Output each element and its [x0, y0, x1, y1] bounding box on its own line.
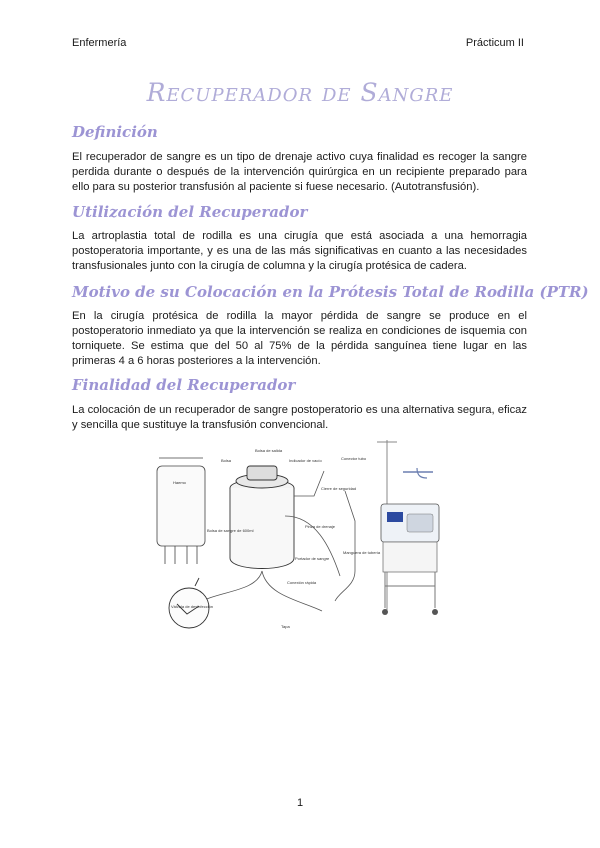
iv-pole-pump	[377, 440, 439, 615]
header-left: Enfermería	[72, 37, 127, 49]
label-bolsa: Bolsa	[221, 458, 232, 463]
label-cierre: Cierre de seguridad	[321, 486, 357, 491]
label-conector: Conector tubo	[341, 456, 367, 461]
blood-recovery-diagram	[155, 436, 450, 632]
blood-recovery-figure	[155, 436, 450, 632]
page-title: Recuperador de Sangre	[146, 78, 454, 107]
section-heading-definicion: Definición	[72, 123, 158, 141]
label-manguera: Manguera de tubería	[343, 550, 381, 555]
label-bolsa-sangre: Bolsa de sangre de 600ml	[207, 528, 254, 533]
section-heading-finalidad: Finalidad del Recuperador	[72, 376, 296, 394]
label-pinza: Pinza de drenaje	[305, 524, 336, 529]
detail-magnifier	[169, 578, 209, 628]
label-portador: Portador de sangre	[295, 556, 330, 561]
label-valvula: Válvula de desinfección	[171, 604, 214, 609]
header-right: Prácticum II	[465, 37, 524, 49]
label-tapa: Tapa	[281, 624, 290, 629]
section-heading-motivo: Motivo de su Colocación en la Prótesis Total de Rodilla (PTR)	[72, 283, 589, 301]
label-conexion: Conexión rápida	[287, 580, 317, 585]
label-bolsa-salida: Bolsa de salida	[255, 448, 283, 453]
label-indicador-vacio: Indicador de vacío	[289, 458, 322, 463]
section-body-motivo: En la cirugía protésica de rodilla la mayor pérdida de sangre se produce en el postoperatorio inmediato ya que la intervención se realiza en condiciones de isquemia con torniquete. Se estima que del 50 al 75% de la pérdida sanguínea tiene lugar en las primeras 4 a 6 horas posteriores a la intervención.	[72, 310, 527, 367]
bag-brand-label: Haemo	[173, 480, 186, 485]
section-body-finalidad: La colocación de un recuperador de sangre postoperatorio es una alternativa segura, eficaz y sencilla que sustituye la transfusión convencional.	[72, 404, 527, 431]
collection-bag	[157, 458, 205, 564]
section-body-utilizacion: La artroplastia total de rodilla es una cirugía que está asociada a una hemorragia postoperatoria importante, y es una de las más significativas en cuanto a las necesidades transfusionales junto con la cirugía de columna y la cirugía protésica de cadera.	[72, 230, 527, 272]
section-heading-utilizacion: Utilización del Recuperador	[72, 203, 308, 221]
section-body-definicion: El recuperador de sangre es un tipo de drenaje activo cuya finalidad es recoger la sangre perdida durante o después de la intervención quirúrgica en un recipiente preparado para ello para su posterior transfusión al paciente si fuese necesario. (Autotransfusión).	[72, 151, 527, 193]
canister	[230, 466, 294, 569]
page-number: 1	[296, 797, 304, 809]
